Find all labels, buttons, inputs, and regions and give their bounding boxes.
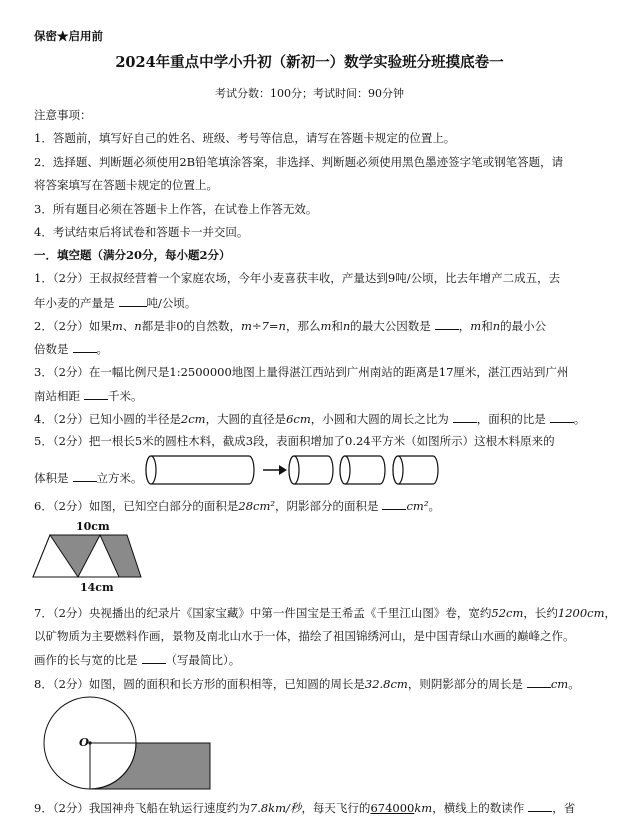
page-title: 2024年重点中学小升初（新初一）数学实验班分班摸底卷一 (115, 54, 504, 71)
q4-line: 4．（2分）已知小圆的半径是2cm，大圆的直径是6cm，小圆和大圆的周长之比为 ，面积的比是 。 (34, 412, 586, 426)
trapezoid-figure (31, 533, 143, 579)
q1-line1: 1．（2分）王叔叔经营着一个家庭农场，今年小麦喜获丰收，产量达到9吨/公顷，比去年增产二成五，去 (34, 271, 561, 285)
q5-line2: 体积是 立方米。 (34, 471, 143, 485)
q1-line2: 年小麦的产量是 吨/公顷。 (34, 296, 197, 310)
circle-rectangle-figure (43, 697, 233, 793)
q2-line1: 2．（2分）如果m、n都是非0的自然数，m÷7=n，那么m和n的最大公因数是 ，m和n的最小公 (34, 319, 547, 333)
q7-line1: 7．（2分）央视播出的纪录片《国家宝藏》中第一件国宝是王希孟《千里江山图》卷，宽约52cm，长约1200cm， (34, 606, 616, 620)
arrow-right-icon (263, 465, 287, 475)
note-2-line1: 2．选择题、判断题必须使用2B铅笔填涂答案，非选择、判断题必须使用黑色墨迹签字笔或钢笔答题，请 (34, 155, 564, 169)
exam-info: 考试分数：100分；考试时间：90分钟 (215, 87, 404, 100)
secret-label: 保密★启用前 (34, 29, 103, 43)
note-1: 1．答题前，填写好自己的姓名、班级、考号等信息，请写在答题卡规定的位置上。 (34, 131, 456, 145)
note-4: 4．考试结束后将试卷和答题卡一并交回。 (34, 225, 249, 239)
q5-line1: 5．（2分）把一根长5米的圆柱木料，截成3段，表面积增加了0.24平方米（如图所示）这根木料原来的 (34, 434, 555, 448)
q6-top-label: 10cm (76, 520, 110, 533)
cylinder-cut-figure (145, 453, 445, 487)
q3-line1: 3．（2分）在一幅比例尺是1:2500000地图上量得湛江西站到广州南站的距离是17厘米，湛江西站到广州 (34, 365, 569, 379)
q8-line: 8．（2分）如图，圆的面积和长方形的面积相等，已知圆的周长是32.8cm，则阴影部分的周长是 cm。 (34, 677, 580, 691)
note-2-line2: 将答案填写在答题卡规定的位置上。 (34, 178, 218, 192)
section-1-heading: 一．填空题（满分20分，每小题2分） (34, 248, 231, 262)
q3-line2: 南站相距 千米。 (34, 389, 143, 403)
q7-line2: 以矿物质为主要燃料作画，景物及南北山水于一体，描绘了祖国锦绣河山，是中国青绿山水画的巅峰之作。 (34, 629, 575, 643)
q2-line2: 倍数是 。 (34, 342, 108, 356)
notes-heading: 注意事项： (34, 108, 92, 122)
q6-bottom-label: 14cm (80, 581, 114, 594)
note-3: 3．所有题目必须在答题卡上作答，在试卷上作答无效。 (34, 202, 318, 216)
circle-center-label: O (79, 735, 90, 749)
q9-line: 9．（2分）我国神舟飞船在轨运行速度约为7.8km/秒，每天飞行的674000km，横线上的数读作 ，省 (34, 801, 576, 815)
q7-line3: 画作的长与宽的比是 （写最简比）。 (34, 653, 241, 667)
q6-line: 6．（2分）如图，已知空白部分的面积是28cm²，阴影部分的面积是 cm²。 (34, 499, 440, 513)
